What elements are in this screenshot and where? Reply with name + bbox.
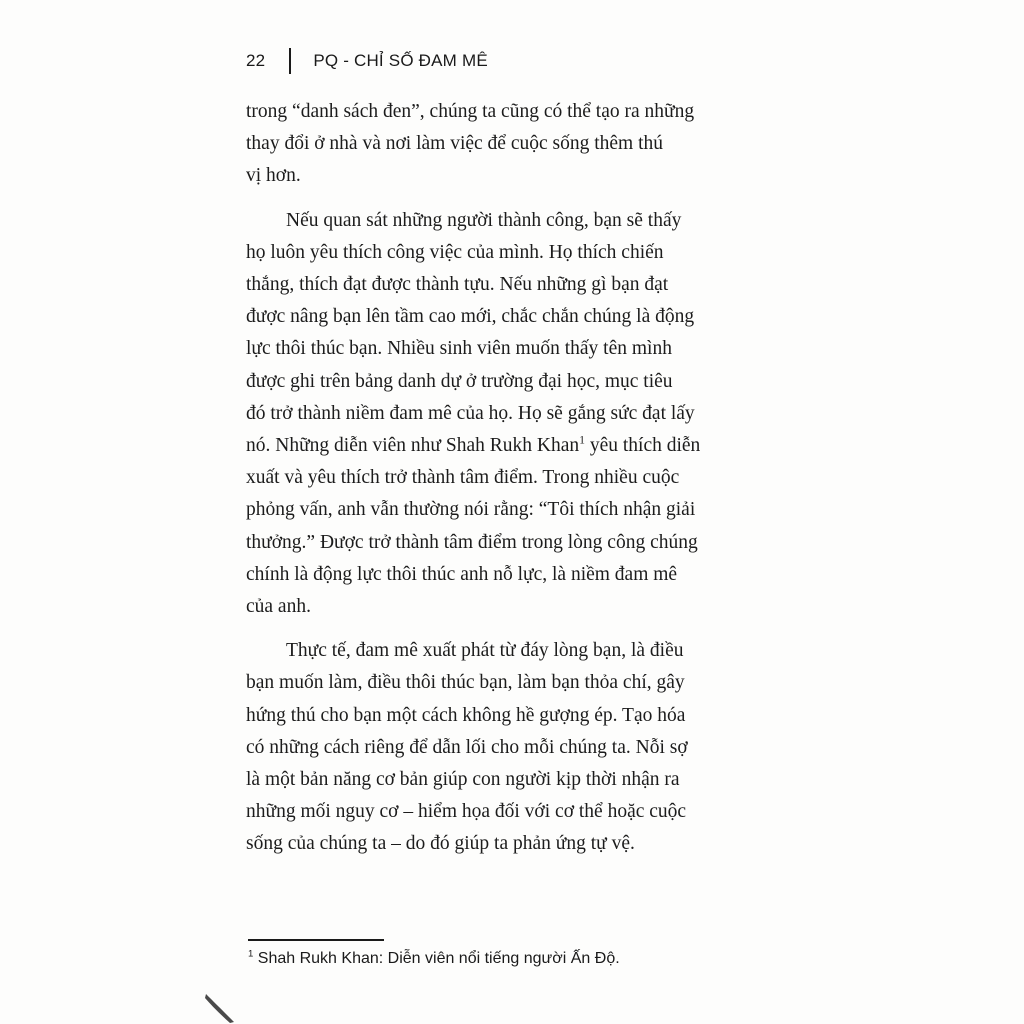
text-line: của anh. bbox=[246, 596, 311, 618]
text-line: lực thôi thúc bạn. Nhiều sinh viên muốn thấy tên mình bbox=[246, 338, 672, 360]
page-number: 22 bbox=[246, 51, 266, 70]
text-segment: nó. Những diễn viên như Shah Rukh Khan bbox=[246, 435, 580, 457]
text-line: được ghi trên bảng danh dự ở trường đại học, mục tiêu bbox=[246, 370, 673, 392]
text-line: những mối nguy cơ – hiểm họa đối với cơ thể hoặc cuộc bbox=[246, 801, 687, 823]
body-text bbox=[246, 96, 780, 861]
text-line: thắng, thích đạt được thành tựu. Nếu những gì bạn đạt bbox=[246, 274, 669, 296]
text-line: đó trở thành niềm đam mê của họ. Họ sẽ gắng sức đạt lấy bbox=[246, 402, 695, 424]
footnote-marker: 1 bbox=[248, 948, 254, 960]
running-title: PQ - CHỈ SỐ ĐAM MÊ bbox=[313, 51, 488, 70]
text-line: phỏng vấn, anh vẫn thường nói rằng: “Tôi thích nhận giải bbox=[246, 499, 696, 521]
text-line: Nếu quan sát những người thành công, bạn sẽ thấy bbox=[286, 209, 682, 231]
header-divider bbox=[289, 48, 291, 74]
text-line: chính là động lực thôi thúc anh nỗ lực, là niềm đam mê bbox=[246, 563, 678, 585]
running-header bbox=[246, 48, 488, 74]
text-line: được nâng bạn lên tầm cao mới, chắc chắn chúng là động bbox=[246, 306, 695, 328]
text-line: trong “danh sách đen”, chúng ta cũng có thể tạo ra những bbox=[246, 101, 695, 122]
text-line: thưởng.” Được trở thành tâm điểm trong lòng công chúng bbox=[246, 531, 698, 553]
text-segment: yêu thích diễn bbox=[584, 435, 701, 457]
text-line: sống của chúng ta – do đó giúp ta phản ứng tự vệ. bbox=[246, 833, 635, 855]
page-corner-smudge bbox=[204, 992, 244, 1024]
text-line: có những cách riêng để dẫn lối cho mỗi chúng ta. Nỗi sợ bbox=[246, 736, 688, 758]
paragraph-2 bbox=[246, 205, 780, 624]
text-line: hứng thú cho bạn một cách không hề gượng ép. Tạo hóa bbox=[246, 704, 686, 726]
footnote-rule bbox=[248, 939, 384, 941]
footnote-text: Shah Rukh Khan: Diễn viên nổi tiếng người Ấn Độ. bbox=[253, 950, 620, 967]
footnote-reference[interactable]: 1 bbox=[579, 433, 585, 447]
text-line: họ luôn yêu thích công việc của mình. Họ thích chiến bbox=[246, 241, 664, 263]
paragraph-1 bbox=[246, 96, 780, 193]
text-line: vị hơn. bbox=[246, 165, 301, 187]
footnote bbox=[248, 950, 620, 968]
text-line-with-footnote bbox=[246, 430, 780, 462]
text-line: thay đổi ở nhà và nơi làm việc để cuộc sống thêm thú bbox=[246, 133, 664, 155]
text-line: là một bản năng cơ bản giúp con người kịp thời nhận ra bbox=[246, 769, 680, 791]
text-line: Thực tế, đam mê xuất phát từ đáy lòng bạn, là điều bbox=[286, 640, 684, 662]
text-line: xuất và yêu thích trở thành tâm điểm. Trong nhiều cuộc bbox=[246, 467, 680, 489]
text-line: bạn muốn làm, điều thôi thúc bạn, làm bạn thỏa chí, gây bbox=[246, 672, 685, 694]
paragraph-3 bbox=[246, 635, 780, 860]
